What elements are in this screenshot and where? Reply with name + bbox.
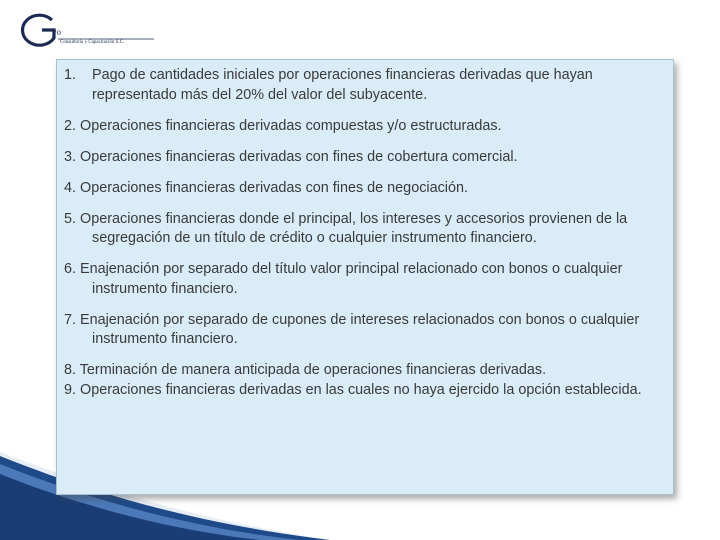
logo-tagline: Consultoría y Capacitación S.C. <box>60 40 125 45</box>
list-item: 5. Operaciones financieras donde el principal, los intereses y accesorios provienen de la segregación de un título de crédito o cualquier instrumento financiero. <box>64 210 628 246</box>
list-item: 6. Enajenación por separado del título valor principal relacionado con bonos o cualquier instrumento financiero. <box>64 261 623 297</box>
logo-superscript: yo <box>52 27 61 37</box>
list-item: 2. Operaciones financieras derivadas compuestas y/o estructuradas. <box>64 117 502 134</box>
content-panel <box>56 59 674 495</box>
list-item: 7. Enajenación por separado de cupones de intereses relacionados con bonos o cualquier instrumento financiero. <box>64 311 640 347</box>
list-item: 4. Operaciones financieras derivadas con fines de negociación. <box>64 179 468 196</box>
list-item <box>64 66 663 105</box>
list-item-text: Pago de cantidades iniciales por operaciones financieras derivadas que hayan representado más del 20% del valor del subyacente. <box>92 67 593 103</box>
list-item: 8. Terminación de manera anticipada de operaciones financieras derivadas. <box>64 362 547 378</box>
operations-list <box>57 60 673 400</box>
list-item: 3. Operaciones financieras derivadas con fines de cobertura comercial. <box>64 148 518 165</box>
list-item-number: 1. <box>64 67 77 83</box>
list-item: 9. Operaciones financieras derivadas en las cuales no haya ejercido la opción establecida. <box>64 381 642 398</box>
